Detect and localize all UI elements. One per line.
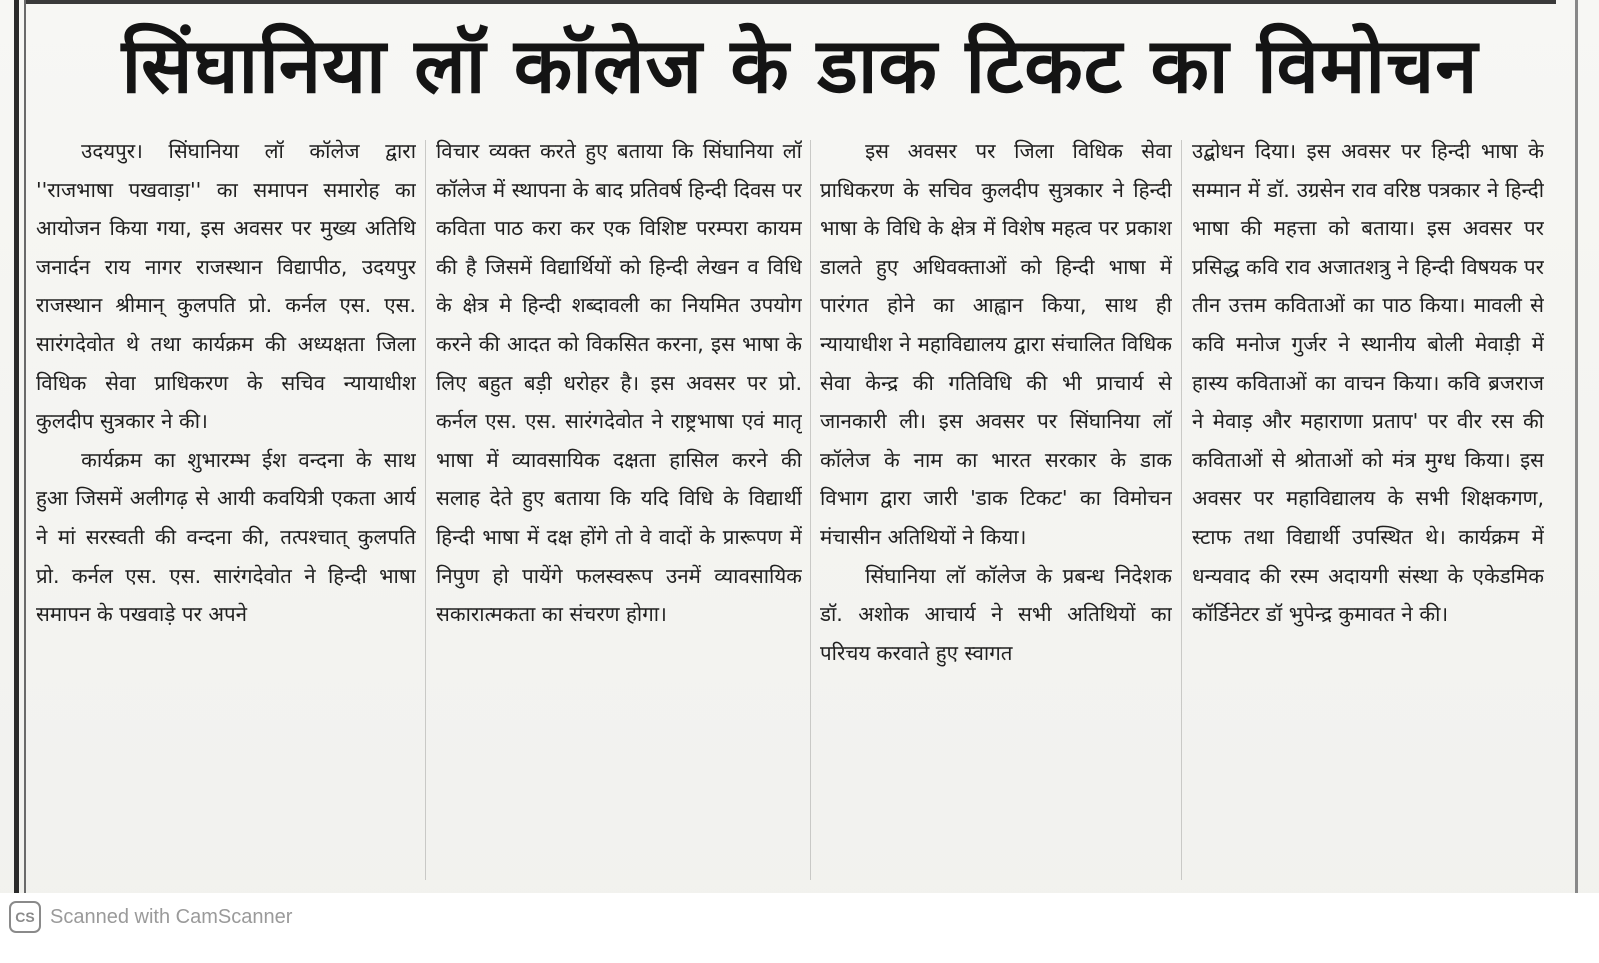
camscanner-logo-icon: CS — [9, 901, 41, 933]
article-column-4 — [1192, 132, 1544, 872]
column-gutter — [425, 140, 426, 880]
paragraph: इस अवसर पर जिला विधिक सेवा प्राधिकरण के सचिव कुलदीप सुत्रकार ने हिन्दी भाषा के विधि के क्षेत्र में विशेष महत्व पर प्रकाश डालते हुए अधिवक्ताओं को हिन्दी भाषा में पारंगत होने का आह्वान किया, साथ ही न्यायाधीश ने महाविद्यालय द्वारा संचालित विधिक सेवा केन्द्र की गतिविधि की भी प्राचार्य से जानकारी ली। इस अवसर पर सिंघानिया लॉ कॉलेज के नाम का भारत सरकार के डाक विभाग द्वारा जारी 'डाक टिकट' का विमोचन मंचासीन अतिथियों ने किया। — [820, 139, 1172, 549]
article-column-2 — [436, 132, 802, 872]
paragraph: उदयपुर। सिंघानिया लॉ कॉलेज द्वारा ''राजभाषा पखवाड़ा'' का समापन समारोह का आयोजन किया गया, इस अवसर पर मुख्य अतिथि जनार्दन राय नागर राजस्थान विद्यापीठ, उदयपुर राजस्थान श्रीमान् कुलपति प्रो. कर्नल एस. एस. सारंगदेवोत थे तथा कार्यक्रम की अध्यक्षता जिला विधिक सेवा प्राधिकरण के सचिव न्यायाधीश कुलदीप सुत्रकार ने की। — [36, 139, 416, 434]
article-column-3 — [820, 132, 1172, 872]
right-border — [1575, 0, 1578, 893]
left-border — [14, 0, 19, 893]
top-rule — [26, 0, 1556, 4]
headline: सिंघानिया लॉ कॉलेज के डाक टिकट का विमोचन — [121, 21, 1479, 110]
column-gutter — [810, 140, 811, 880]
article-column-1 — [36, 132, 416, 872]
paragraph: विचार व्यक्त करते हुए बताया कि सिंघानिया लॉ कॉलेज में स्थापना के बाद प्रतिवर्ष हिन्दी दिवस पर कविता पाठ करा कर एक विशिष्ट परम्परा कायम की है जिसमें विद्यार्थियों को हिन्दी लेखन व विधि के क्षेत्र मे हिन्दी शब्दावली का नियमित उपयोग करने की आदत को विकसित करना, इस भाषा के लिए बहुत बड़ी धरोहर है। इस अवसर पर प्रो. कर्नल एस. एस. सारंगदेवोत ने राष्ट्रभाषा एवं मातृ भाषा में व्यावसायिक दक्षता हासिल करने की सलाह देते हुए बताया कि यदि विधि के विद्यार्थी हिन्दी भाषा में दक्ष होंगे तो वे वादों के प्रारूपण में निपुण हो पायेंगे फलस्वरूप उनमें व्यावसायिक सकारात्मकता का संचरण होगा। — [436, 139, 802, 627]
left-border-inner — [24, 0, 26, 893]
paragraph: उद्बोधन दिया। इस अवसर पर हिन्दी भाषा के सम्मान में डॉ. उग्रसेन राव वरिष्ठ पत्रकार ने हिन्दी भाषा की महत्ता को बताया। इस अवसर पर प्रसिद्ध कवि राव अजातशत्रु ने हिन्दी विषयक पर तीन उत्तम कविताओं का पाठ किया। मावली से कवि मनोज गुर्जर ने स्थानीय बोली मेवाड़ी में हास्य कविताओं का वाचन किया। कवि ब्रजराज ने मेवाड़ और महाराणा प्रताप' पर वीर रस की कविताओं से श्रोताओं को मंत्र मुग्ध किया। इस अवसर पर महाविद्यालय के सभी शिक्षकगण, स्टाफ तथा विद्यार्थी उपस्थित थे। कार्यक्रम में धन्यवाद की रस्म अदायगी संस्था के एकेडमिक कॉर्डिनेटर डॉ भुपेन्द्र कुमावत ने की। — [1192, 139, 1544, 627]
paragraph: कार्यक्रम का शुभारम्भ ईश वन्दना के साथ हुआ जिसमें अलीगढ़ से आयी कवयित्री एकता आर्य ने मां सरस्वती की वन्दना की, तत्पश्चात् कुलपति प्रो. कर्नल एस. एस. सारंगदेवोत ने हिन्दी भाषा समापन के पखवाड़े पर अपने — [36, 447, 416, 627]
column-gutter — [1181, 140, 1182, 880]
camscanner-watermark: Scanned with CamScanner — [50, 906, 293, 928]
paragraph: सिंघानिया लॉ कॉलेज के प्रबन्ध निदेशक डॉ. अशोक आचार्य ने सभी अतिथियों का परिचय करवाते हुए स्वागत — [820, 563, 1172, 665]
